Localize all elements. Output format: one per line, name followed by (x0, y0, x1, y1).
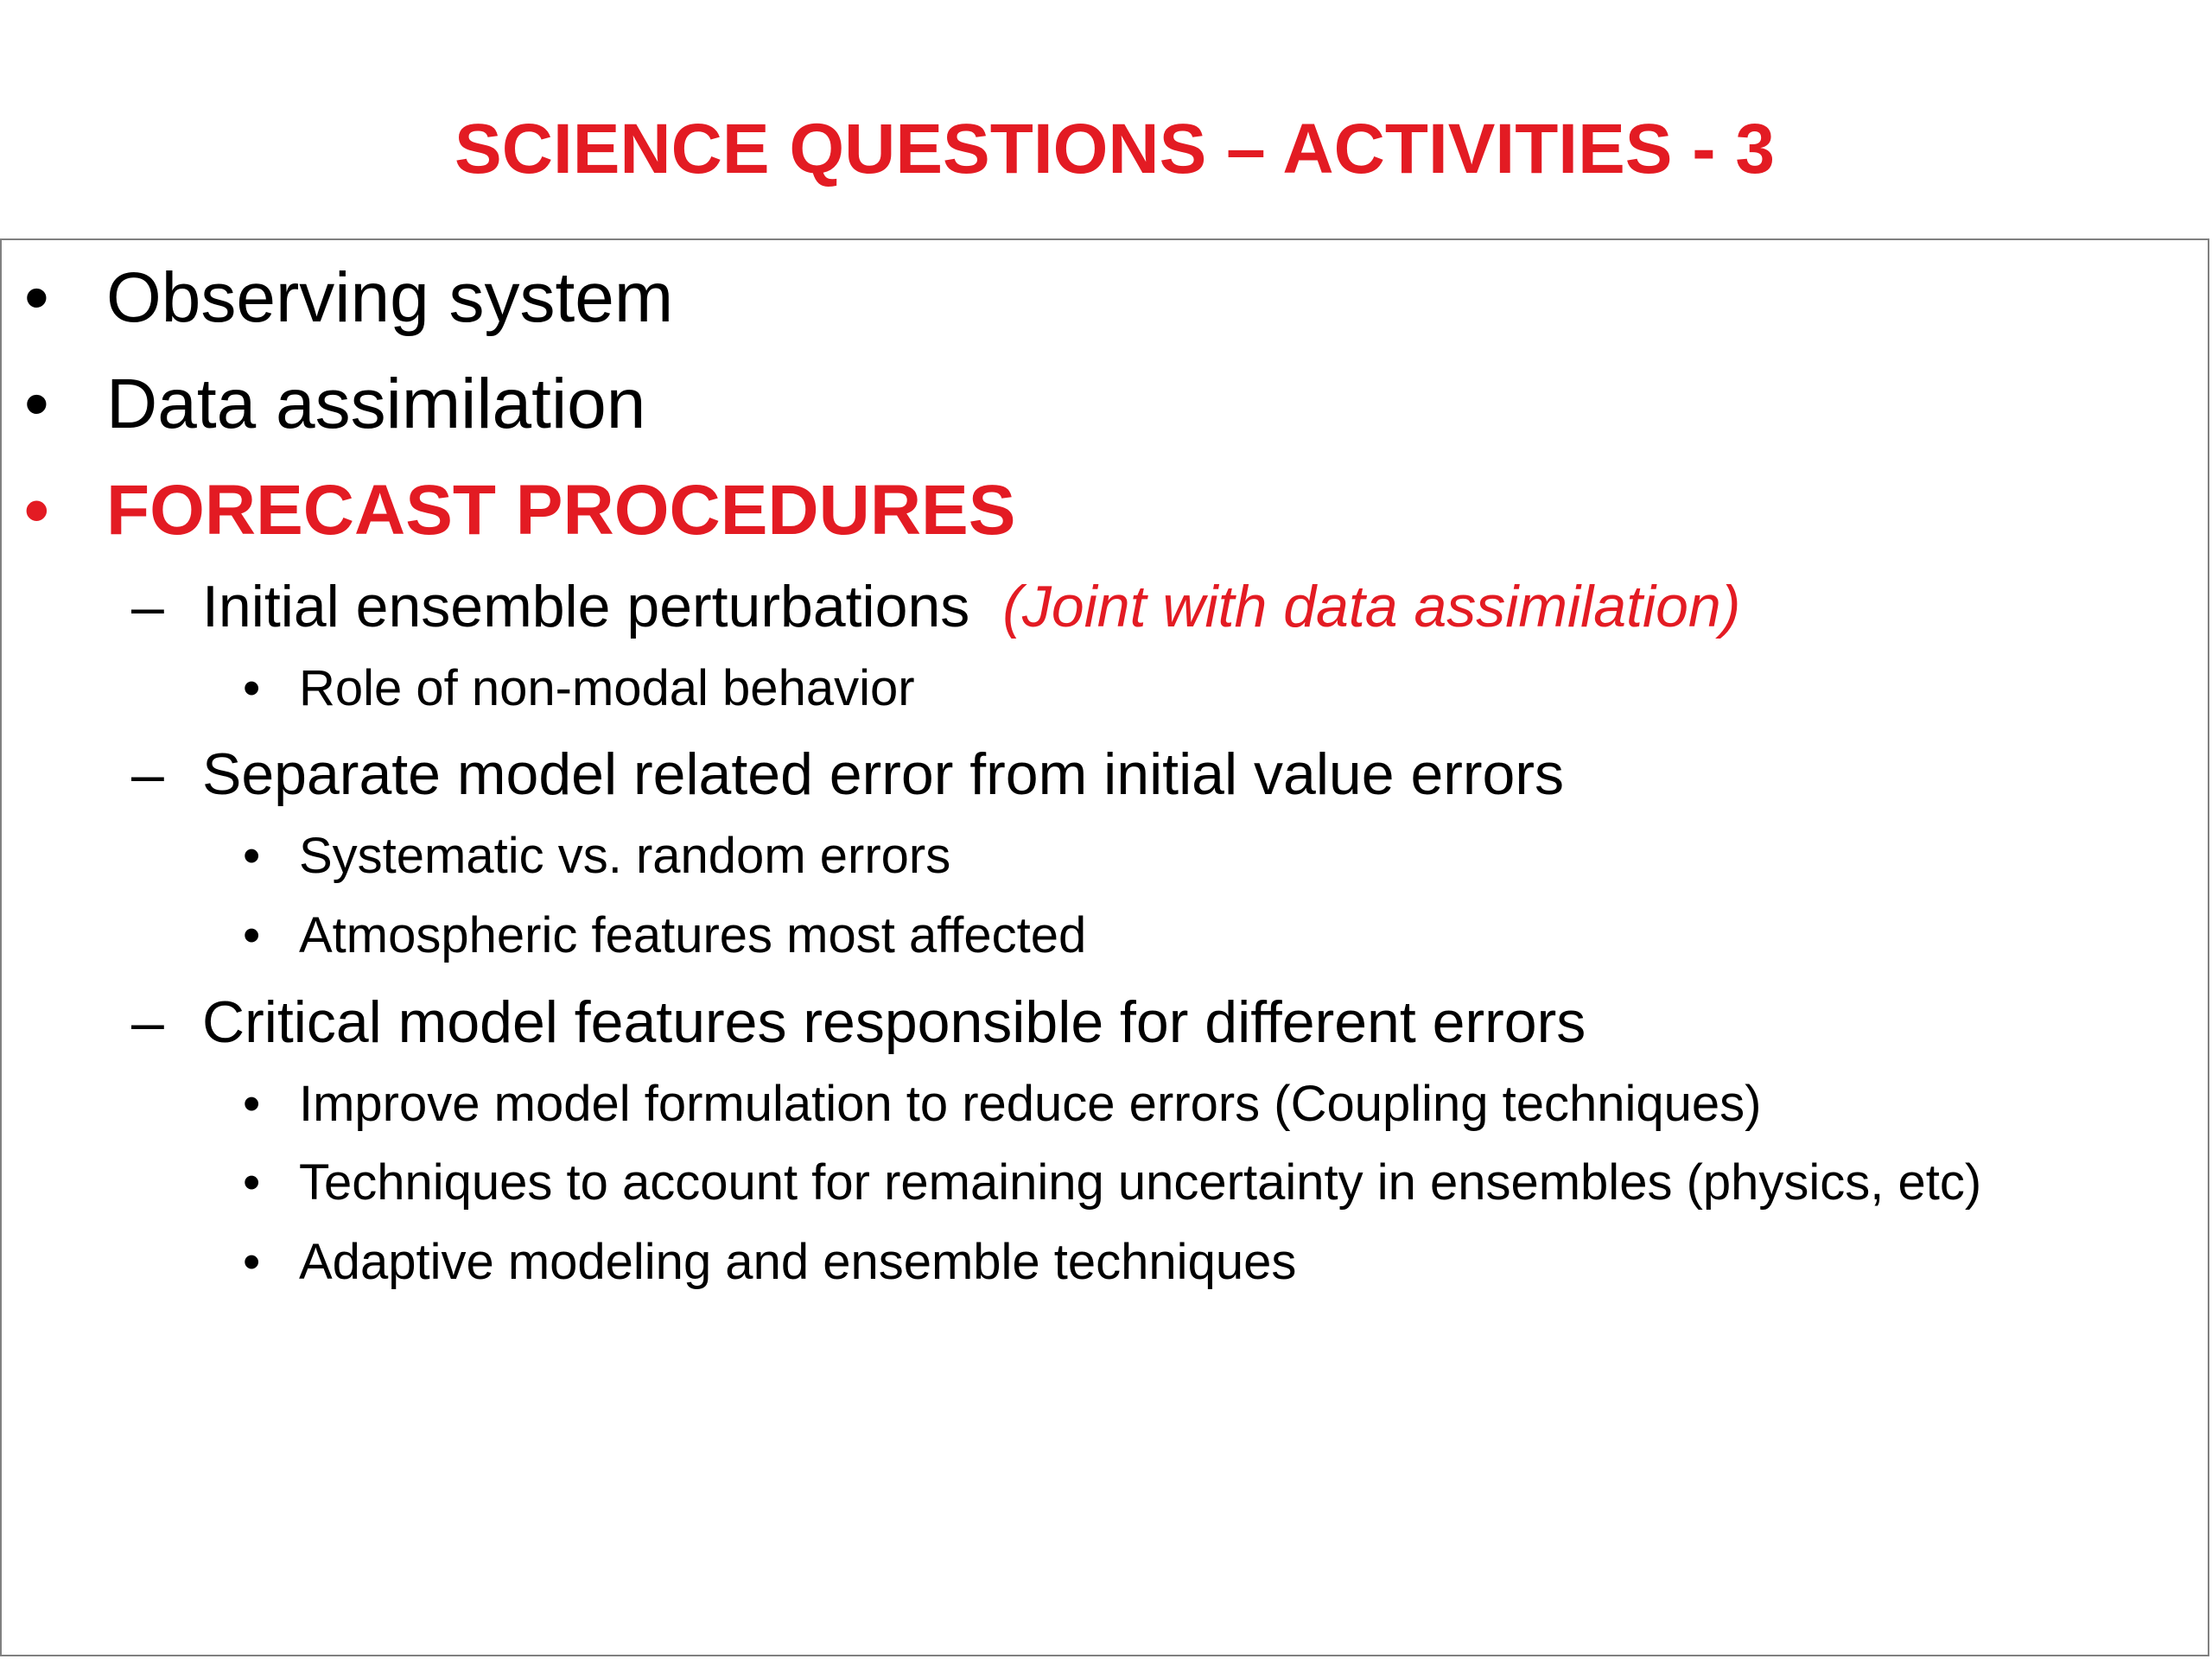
detail-label: Role of non-modal behavior (299, 660, 915, 716)
subitem-label: Critical model features responsible for different errors (202, 989, 1586, 1055)
item-data-assimilation (24, 361, 646, 448)
detail-label: Improve model formulation to reduce errors (Coupling techniques) (299, 1076, 1762, 1132)
dash-marker: – (131, 574, 164, 639)
detail-label: Adaptive modeling and ensemble techniques (299, 1234, 1297, 1290)
slide-title: SCIENCE QUESTIONS – ACTIVITIES - 3 (454, 110, 1775, 188)
detail-label: Techniques to account for remaining uncertainty in ensembles (physics, etc) (299, 1154, 1982, 1211)
detail-label: Systematic vs. random errors (299, 828, 951, 884)
subitem-label: Separate model related error from initial value errors (202, 741, 1565, 807)
joint-note: (Joint with data assimilation) (1002, 574, 1741, 639)
subitem-critical-features (131, 985, 1586, 1059)
detail-improve-formulation (243, 1072, 1762, 1136)
detail-remaining-uncertainty (243, 1151, 1982, 1215)
subitem-initial-perturbations (131, 569, 1741, 644)
item-label: Data assimilation (106, 365, 646, 443)
detail-systematic-random (243, 824, 951, 888)
bullet-marker: • (243, 1076, 261, 1132)
detail-atmospheric-features (243, 904, 1087, 968)
subitem-label: Initial ensemble perturbations (202, 574, 970, 639)
detail-label: Atmospheric features most affected (299, 907, 1087, 963)
dash-marker: – (131, 741, 164, 807)
bullet-marker: • (243, 660, 261, 716)
bullet-marker: • (24, 471, 49, 550)
bullet-marker: • (243, 1234, 261, 1290)
bullet-marker: • (243, 828, 261, 884)
detail-non-modal (243, 657, 915, 721)
bullet-marker: • (243, 1154, 261, 1211)
bullet-marker: • (24, 365, 49, 443)
item-observing-system (24, 255, 674, 341)
detail-adaptive-modeling (243, 1230, 1297, 1294)
subitem-separate-errors (131, 737, 1565, 811)
dash-marker: – (131, 989, 164, 1055)
item-label: FORECAST PROCEDURES (106, 471, 1016, 550)
item-label: Observing system (106, 258, 674, 337)
bullet-marker: • (243, 907, 261, 963)
bullet-marker: • (24, 258, 49, 337)
item-forecast-procedures (24, 467, 1016, 554)
